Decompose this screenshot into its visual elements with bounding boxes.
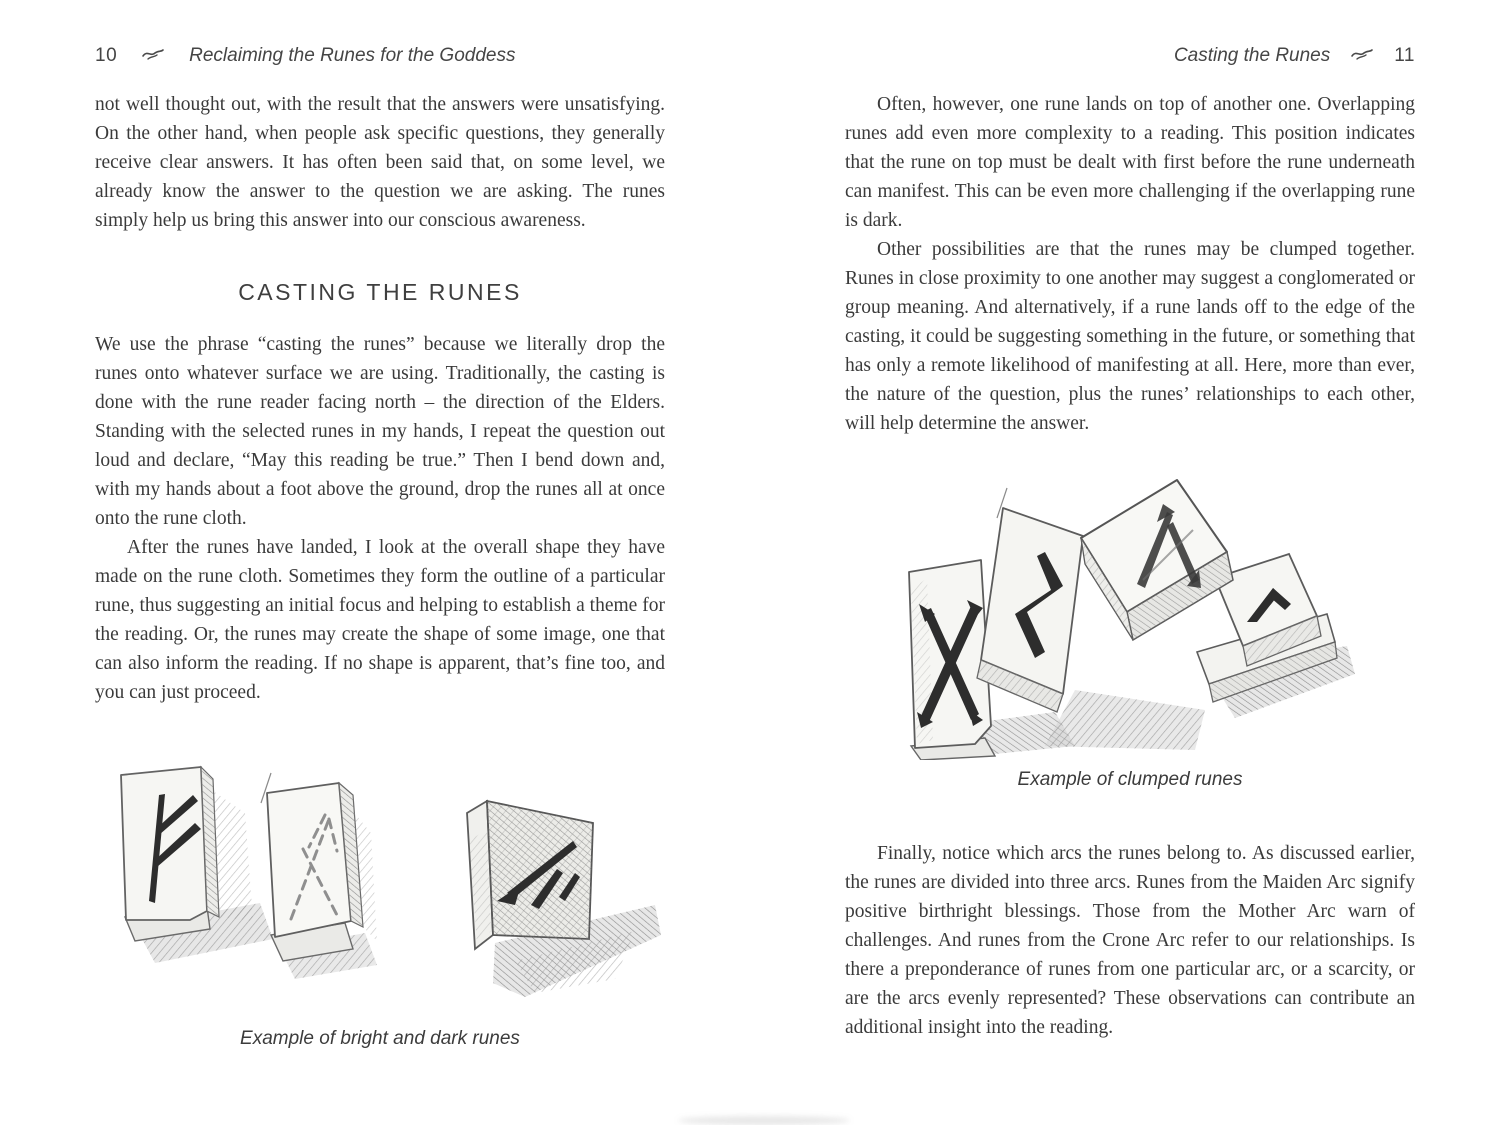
- paragraph: not well thought out, with the result that the answers were unsatisfying. On the other hand, when people ask specific questions, they generally receive clear answers. It has often been said that, on some level, we already know the answer to the question we are asking. The runes simply help us bring this answer into our conscious awareness.: [95, 94, 665, 231]
- bird-flourish-icon: [1350, 45, 1374, 67]
- page-edge-smudge: [678, 1116, 850, 1125]
- rune-stone-dark: [467, 801, 661, 997]
- rune-stone-fehu: [121, 767, 273, 963]
- running-head-right: [845, 44, 1415, 68]
- figure-caption-right: Example of clumped runes: [1017, 769, 1243, 790]
- bright-dark-runes-illustration: [95, 721, 675, 1013]
- page-left: [95, 0, 665, 1050]
- rune-stone-zigzag: [977, 488, 1083, 712]
- running-head-title-right: Casting the Runes: [1173, 45, 1331, 66]
- rune-stone-double-arrow: [1081, 480, 1233, 640]
- rune-stone-dashed: [261, 773, 377, 979]
- page-number-left: 10: [95, 45, 118, 66]
- paragraph: Finally, notice which arcs the runes belong to. As discussed earlier, the runes are divided into three arcs. Runes from the Maiden Arc signify positive birthright blessings. Those from the Mother Arc warn of challenges. And runes from the Crone Arc refer to our relationships. Is there a preponderance of runes from one particular arc, or a scarcity, or are the arcs evenly represented? These observations can contribute an additional insight into the reading.: [845, 843, 1415, 1038]
- running-head-left: [95, 44, 665, 68]
- clumped-runes-illustration: [875, 460, 1385, 760]
- running-head-title-left: Reclaiming the Runes for the Goddess: [189, 45, 516, 66]
- section-heading: CASTING THE RUNES: [238, 279, 522, 305]
- figure-caption-left: Example of bright and dark runes: [240, 1028, 520, 1049]
- paragraph: After the runes have landed, I look at the overall shape they have made on the rune cloth. Sometimes they form the outline of a particular rune, thus suggesting an initial focus and helping to establish a theme for the reading. Or, the runes may create the shape of some image, one that can also inform the reading. If no shape is apparent, that’s fine too, and you can just proceed.: [95, 537, 665, 703]
- paragraph: We use the phrase “casting the runes” because we literally drop the runes onto whatever surface we are using. Traditionally, the casting is done with the rune reader facing north – the direction of the Elders. Standing with the selected runes in my hands, I repeat the question out loud and declare, “May this reading be true.” Then I bend down and, with my hands about a foot above the ground, drop the runes all at once onto the rune cloth.: [95, 334, 665, 529]
- page-number-right: 11: [1394, 45, 1415, 66]
- figure-clumped-runes: [845, 460, 1415, 791]
- page-right: [845, 0, 1415, 1042]
- bird-flourish-icon: [141, 45, 165, 67]
- paragraph: Other possibilities are that the runes may be clumped together. Runes in close proximity to one another may suggest a conglomerated or group meaning. And alternatively, if a rune lands off to the edge of the casting, it could be suggesting something in the future, or something that has only a remote likelihood of manifesting at all. Here, more than ever, the nature of the question, plus the runes’ relationships to each other, will help determine the answer.: [845, 239, 1415, 434]
- paragraph: Often, however, one rune lands on top of another one. Overlapping runes add even more complexity to a reading. This position indicates that the rune on top must be dealt with first before the rune underneath can manifest. This can be even more challenging if the overlapping rune is dark.: [845, 94, 1415, 231]
- figure-bright-dark-runes: [95, 721, 665, 1050]
